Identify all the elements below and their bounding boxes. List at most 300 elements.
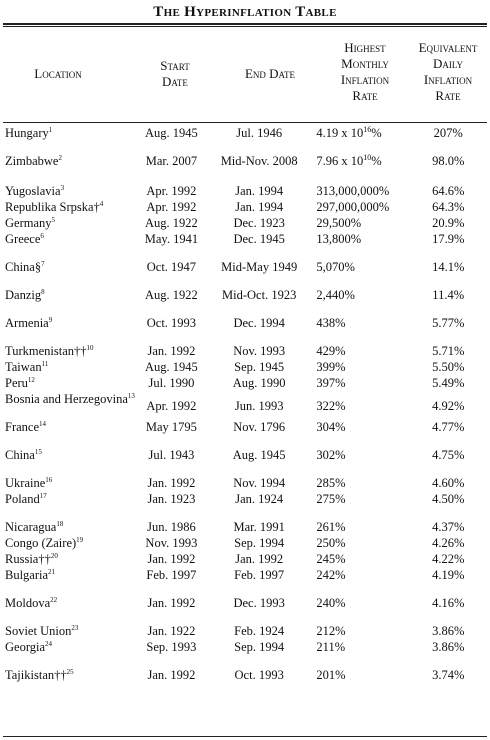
cell-daily-rate (409, 552, 487, 568)
header-daily-line: Inflation (423, 72, 473, 87)
cell-daily-rate-value: 5.71% (432, 344, 465, 358)
cell-start-date-value: Nov. 1993 (145, 536, 198, 550)
cell-end-date (208, 126, 310, 154)
location-name: China (5, 448, 35, 462)
table-row (5, 360, 487, 376)
cell-monthly-rate-value: 275% (316, 492, 346, 506)
location-name: Zimbabwe (5, 154, 59, 168)
cell-start-date (135, 552, 208, 568)
cell-end-date-value: Jan. 1994 (235, 200, 284, 214)
header-start-date (140, 58, 210, 90)
cell-daily-rate (409, 154, 487, 184)
table-row (5, 184, 487, 200)
footnote-marker: 5 (51, 216, 56, 224)
cell-location (5, 568, 135, 596)
cell-daily-rate (409, 420, 487, 448)
location-name: Germany (5, 216, 52, 230)
cell-start-date-value: Oct. 1993 (146, 316, 197, 330)
cell-monthly-rate-value: 438% (316, 316, 346, 330)
footnote-marker: 17 (39, 492, 47, 500)
cell-monthly-rate-value: 212% (316, 624, 346, 638)
cell-daily-rate (409, 288, 487, 316)
cell-daily-rate (409, 260, 487, 288)
location-name: Taiwan (5, 360, 42, 374)
cell-end-date-value: Sep. 1994 (234, 536, 285, 550)
cell-location (5, 536, 135, 552)
cell-end-date-value: Dec. 1994 (233, 316, 285, 330)
cell-daily-rate-value: 17.9% (432, 232, 465, 246)
cell-end-date (208, 596, 310, 624)
cell-end-date-value: Oct. 1993 (234, 668, 284, 682)
cell-start-date (135, 568, 208, 596)
cell-monthly-rate-value: 29,500% (316, 216, 362, 230)
table-row (5, 344, 487, 360)
cell-daily-rate (409, 596, 487, 624)
cell-daily-rate (409, 640, 487, 668)
cell-monthly-rate-value: 297,000,000% (316, 200, 390, 214)
cell-daily-rate-value: 4.16% (432, 596, 465, 610)
cell-monthly-rate-value: 201% (316, 668, 346, 682)
cell-monthly-rate-value: 250% (316, 536, 346, 550)
cell-daily-rate-value: 4.26% (432, 536, 465, 550)
footnote-marker: 21 (48, 568, 56, 576)
cell-start-date-value: Jan. 1923 (147, 492, 196, 506)
cell-monthly-rate-value: 4.19 x 10 (316, 126, 364, 140)
location-name: Nicaragua (5, 520, 57, 534)
cell-start-date-value: Apr. 1992 (146, 184, 197, 198)
cell-daily-rate (409, 448, 487, 476)
table-row (5, 492, 487, 520)
cell-start-date (135, 260, 208, 288)
cell-location (5, 154, 135, 184)
cell-location (5, 552, 135, 568)
cell-start-date-value: May 1795 (145, 420, 197, 434)
cell-start-date-value: Jan. 1922 (147, 624, 196, 638)
cell-monthly-rate (310, 448, 409, 476)
cell-monthly-rate-value: 304% (316, 420, 346, 434)
cell-monthly-rate (310, 344, 409, 360)
cell-monthly-rate (310, 492, 409, 520)
cell-daily-rate-value: 4.19% (432, 568, 465, 582)
cell-end-date (208, 216, 310, 232)
cell-location (5, 420, 135, 448)
cell-end-date-value: Mid-Nov. 2008 (220, 154, 298, 168)
cell-monthly-rate (310, 668, 409, 684)
cell-monthly-rate-value: 429% (316, 344, 346, 358)
cell-monthly-rate (310, 376, 409, 392)
cell-end-date (208, 420, 310, 448)
footnote-marker: 3 (60, 184, 65, 192)
header-daily-line: Daily (433, 56, 463, 71)
table-row (5, 200, 487, 216)
cell-end-date (208, 360, 310, 376)
cell-end-date-value: Dec. 1993 (233, 596, 285, 610)
cell-monthly-rate (310, 392, 409, 420)
cell-end-date-value: Mid-May 1949 (221, 260, 298, 274)
cell-end-date-value: Jan. 1924 (235, 492, 284, 506)
footnote-marker: 9 (48, 316, 53, 324)
header-start-line: Start (160, 58, 190, 73)
footnote-marker: 8 (41, 288, 45, 296)
cell-daily-rate-value: 5.77% (432, 316, 465, 330)
table-row (5, 126, 487, 154)
header-daily-line: Equivalent (418, 40, 478, 55)
cell-daily-rate (409, 536, 487, 552)
cell-start-date (135, 200, 208, 216)
cell-monthly-rate-value: 245% (316, 552, 346, 566)
location-name: Greece (5, 232, 41, 246)
cell-start-date-value: Feb. 1997 (146, 568, 197, 582)
cell-start-date (135, 624, 208, 640)
cell-monthly-rate-value: 240% (316, 596, 346, 610)
cell-end-date-value: Sep. 1945 (234, 360, 285, 374)
cell-monthly-rate (310, 420, 409, 448)
cell-daily-rate-value: 4.50% (432, 492, 465, 506)
location-name: Moldova (5, 596, 51, 610)
cell-monthly-rate-value: 302% (316, 448, 346, 462)
location-name: Russia†† (5, 552, 51, 566)
cell-daily-rate-value: 4.37% (432, 520, 465, 534)
location-name: Soviet Union (5, 624, 72, 638)
header-rule (3, 122, 487, 123)
footnote-marker: 13 (127, 392, 135, 400)
cell-daily-rate (409, 200, 487, 216)
cell-monthly-rate (310, 536, 409, 552)
cell-monthly-rate-value: 399% (316, 360, 346, 374)
cell-monthly-rate (310, 476, 409, 492)
footnote-marker: 2 (58, 154, 62, 162)
location-name: Turkmenistan†† (5, 344, 87, 358)
cell-location (5, 216, 135, 232)
cell-daily-rate-value: 11.4% (432, 288, 465, 302)
footnote-marker: 11 (41, 360, 49, 368)
location-name: France (5, 420, 40, 434)
cell-monthly-rate-value: 5,070% (316, 260, 355, 274)
cell-end-date-value: Jan. 1994 (235, 184, 284, 198)
cell-start-date-value: Oct. 1947 (146, 260, 197, 274)
cell-monthly-rate (310, 232, 409, 260)
cell-start-date (135, 154, 208, 184)
cell-end-date (208, 392, 310, 420)
cell-end-date-value: Mid-Oct. 1923 (222, 288, 297, 302)
location-name: Yugoslavia (5, 184, 61, 198)
cell-end-date (208, 184, 310, 200)
cell-daily-rate-value: 64.6% (432, 184, 465, 198)
cell-location (5, 448, 135, 476)
cell-daily-rate (409, 624, 487, 640)
cell-end-date (208, 232, 310, 260)
footnote-marker: 20 (50, 552, 58, 560)
header-monthly-line: Monthly (341, 56, 389, 71)
cell-start-date (135, 520, 208, 536)
cell-location (5, 668, 135, 684)
cell-location (5, 288, 135, 316)
cell-start-date (135, 476, 208, 492)
header-daily-rate (408, 40, 488, 104)
exponent: 10 (363, 153, 372, 162)
cell-location (5, 360, 135, 376)
cell-end-date-value: Dec. 1923 (233, 216, 285, 230)
cell-monthly-rate (310, 596, 409, 624)
cell-daily-rate-value: 4.22% (432, 552, 465, 566)
cell-start-date (135, 668, 208, 684)
cell-end-date (208, 316, 310, 344)
cell-start-date-value: Aug. 1922 (145, 288, 198, 302)
cell-daily-rate (409, 126, 487, 154)
table-row (5, 624, 487, 640)
cell-daily-rate-value: 3.86% (432, 624, 465, 638)
cell-end-date (208, 624, 310, 640)
cell-daily-rate-value: 4.60% (432, 476, 465, 490)
cell-end-date (208, 552, 310, 568)
cell-location (5, 344, 135, 360)
footnote-marker: 1 (48, 126, 53, 134)
footnote-marker: 16 (45, 476, 53, 484)
cell-end-date-value: Sep. 1994 (234, 640, 285, 654)
cell-location (5, 126, 135, 154)
cell-end-date-value: Aug. 1945 (232, 448, 286, 462)
location-name: Poland (5, 492, 40, 506)
cell-location (5, 492, 135, 520)
cell-location (5, 200, 135, 216)
cell-daily-rate-value: 4.77% (432, 420, 465, 434)
cell-monthly-rate-value: 13,800% (316, 232, 362, 246)
header-monthly-line: Inflation (340, 72, 390, 87)
cell-end-date (208, 640, 310, 668)
header-monthly-line: Rate (352, 88, 378, 103)
footnote-marker: 23 (71, 624, 79, 632)
cell-monthly-rate (310, 288, 409, 316)
inflation-table (5, 126, 487, 684)
cell-location (5, 184, 135, 200)
footnote-marker: 12 (27, 376, 35, 384)
cell-end-date (208, 668, 310, 684)
cell-daily-rate (409, 232, 487, 260)
cell-location (5, 476, 135, 492)
footnote-marker: 19 (76, 536, 84, 544)
footnote-marker: 7 (41, 260, 45, 268)
cell-daily-rate (409, 668, 487, 684)
cell-end-date-value: Nov. 1994 (233, 476, 286, 490)
cell-end-date (208, 154, 310, 184)
table-row (5, 392, 487, 420)
cell-daily-rate (409, 376, 487, 392)
cell-monthly-rate-value: 313,000,000% (316, 184, 390, 198)
table-row (5, 552, 487, 568)
cell-daily-rate-value: 4.92% (432, 399, 465, 413)
cell-monthly-rate-value: 261% (316, 520, 346, 534)
cell-daily-rate (409, 492, 487, 520)
cell-monthly-rate (310, 624, 409, 640)
location-name: Armenia (5, 316, 49, 330)
cell-daily-rate-value: 207% (433, 126, 463, 140)
cell-end-date-value: Jul. 1946 (236, 126, 283, 140)
table-row (5, 568, 487, 596)
cell-start-date (135, 392, 208, 420)
cell-daily-rate-value: 98.0% (432, 154, 465, 168)
cell-daily-rate (409, 184, 487, 200)
cell-start-date-value: Jan. 1992 (147, 552, 196, 566)
cell-start-date-value: Jun. 1986 (147, 520, 196, 534)
footnote-marker: 6 (40, 232, 44, 240)
cell-start-date-value: Apr. 1992 (146, 200, 197, 214)
cell-daily-rate-value: 3.86% (432, 640, 465, 654)
footnote-marker: 22 (50, 596, 58, 604)
cell-end-date (208, 476, 310, 492)
cell-monthly-rate-value: 7.96 x 10 (316, 154, 364, 168)
cell-monthly-rate (310, 568, 409, 596)
header-monthly-rate (315, 40, 415, 104)
location-name: Bulgaria (5, 568, 49, 582)
cell-monthly-rate-value: 2,440% (316, 288, 355, 302)
cell-location (5, 392, 135, 420)
cell-end-date-value: Mar. 1991 (233, 520, 285, 534)
cell-daily-rate (409, 344, 487, 360)
cell-end-date (208, 200, 310, 216)
cell-start-date (135, 360, 208, 376)
percent-suffix: % (371, 154, 382, 168)
location-name: Tajikistan†† (5, 668, 67, 682)
footnote-marker: 10 (86, 344, 94, 352)
table-row (5, 376, 487, 392)
header-start-line: Date (162, 74, 188, 89)
cell-monthly-rate (310, 640, 409, 668)
cell-end-date (208, 536, 310, 552)
cell-daily-rate-value: 5.50% (432, 360, 465, 374)
cell-end-date (208, 288, 310, 316)
cell-start-date-value: Jan. 1992 (147, 668, 196, 682)
cell-start-date-value: Sep. 1993 (146, 640, 197, 654)
cell-monthly-rate-value: 285% (316, 476, 346, 490)
cell-monthly-rate (310, 316, 409, 344)
table-title: The Hyperinflation Table (153, 4, 337, 20)
cell-monthly-rate (310, 360, 409, 376)
cell-start-date (135, 216, 208, 232)
location-name: Bosnia and Herzegovina (5, 392, 128, 406)
footnote-marker: 14 (39, 420, 47, 428)
cell-end-date-value: Feb. 1924 (234, 624, 285, 638)
table-row (5, 154, 487, 184)
cell-end-date-value: Nov. 1993 (233, 344, 286, 358)
table-row (5, 520, 487, 536)
location-name: Peru (5, 376, 28, 390)
cell-monthly-rate (310, 154, 409, 184)
cell-daily-rate (409, 520, 487, 536)
cell-start-date (135, 536, 208, 552)
cell-end-date (208, 448, 310, 476)
cell-end-date-value: Nov. 1796 (233, 420, 286, 434)
cell-daily-rate-value: 3.74% (432, 668, 465, 682)
cell-end-date-value: Feb. 1997 (234, 568, 285, 582)
cell-location (5, 520, 135, 536)
table-row (5, 232, 487, 260)
cell-location (5, 640, 135, 668)
cell-monthly-rate (310, 126, 409, 154)
location-name: Georgia (5, 640, 46, 654)
cell-monthly-rate (310, 520, 409, 536)
table-row (5, 640, 487, 668)
table-row (5, 216, 487, 232)
footnote-marker: 15 (34, 448, 42, 456)
cell-location (5, 260, 135, 288)
table-row (5, 536, 487, 552)
table-row (5, 596, 487, 624)
cell-start-date (135, 376, 208, 392)
cell-end-date-value: Jun. 1993 (234, 399, 284, 413)
cell-daily-rate (409, 476, 487, 492)
cell-location (5, 376, 135, 392)
location-name: Hungary (5, 126, 49, 140)
table-row (5, 668, 487, 684)
header-location: Location (34, 66, 82, 81)
cell-daily-rate (409, 216, 487, 232)
cell-monthly-rate-value: 397% (316, 376, 346, 390)
location-name: China§ (5, 260, 42, 274)
top-rule-thin (3, 26, 487, 27)
cell-start-date-value: Aug. 1922 (145, 216, 198, 230)
location-name: Danzig (5, 288, 42, 302)
cell-end-date-value: Aug. 1990 (232, 376, 286, 390)
exponent: 16 (363, 125, 372, 134)
header-daily-line: Rate (435, 88, 461, 103)
cell-start-date (135, 316, 208, 344)
cell-monthly-rate (310, 184, 409, 200)
cell-end-date (208, 260, 310, 288)
table-row (5, 288, 487, 316)
cell-location (5, 624, 135, 640)
cell-monthly-rate-value: 242% (316, 568, 346, 582)
cell-location (5, 232, 135, 260)
table-row (5, 476, 487, 492)
cell-location (5, 316, 135, 344)
bottom-rule (3, 736, 487, 737)
cell-daily-rate-value: 4.75% (432, 448, 465, 462)
cell-daily-rate (409, 360, 487, 376)
cell-end-date (208, 520, 310, 536)
cell-daily-rate (409, 568, 487, 596)
cell-daily-rate-value: 14.1% (432, 260, 465, 274)
cell-start-date (135, 596, 208, 624)
table-row (5, 260, 487, 288)
cell-start-date-value: Jan. 1992 (147, 476, 196, 490)
cell-start-date-value: Aug. 1945 (145, 360, 198, 374)
cell-start-date-value: Jul. 1943 (148, 448, 195, 462)
location-name: Republika Srpska† (5, 200, 100, 214)
cell-start-date-value: Mar. 2007 (145, 154, 198, 168)
cell-start-date-value: Jul. 1990 (148, 376, 195, 390)
header-end-date: End Date (244, 66, 296, 81)
cell-start-date (135, 640, 208, 668)
cell-start-date (135, 492, 208, 520)
cell-start-date (135, 344, 208, 360)
cell-end-date (208, 344, 310, 360)
cell-daily-rate-value: 5.49% (432, 376, 465, 390)
table-row (5, 316, 487, 344)
cell-location (5, 596, 135, 624)
cell-daily-rate (409, 316, 487, 344)
table-row (5, 448, 487, 476)
footnote-marker: 4 (99, 200, 104, 208)
header-monthly-line: Highest (344, 40, 386, 55)
cell-monthly-rate-value: 211% (316, 640, 346, 654)
cell-end-date (208, 376, 310, 392)
cell-start-date-value: May. 1941 (144, 232, 199, 246)
cell-monthly-rate (310, 552, 409, 568)
footnote-marker: 18 (56, 520, 64, 528)
percent-suffix: % (371, 126, 382, 140)
cell-end-date-value: Jan. 1992 (235, 552, 284, 566)
cell-daily-rate (409, 392, 487, 420)
